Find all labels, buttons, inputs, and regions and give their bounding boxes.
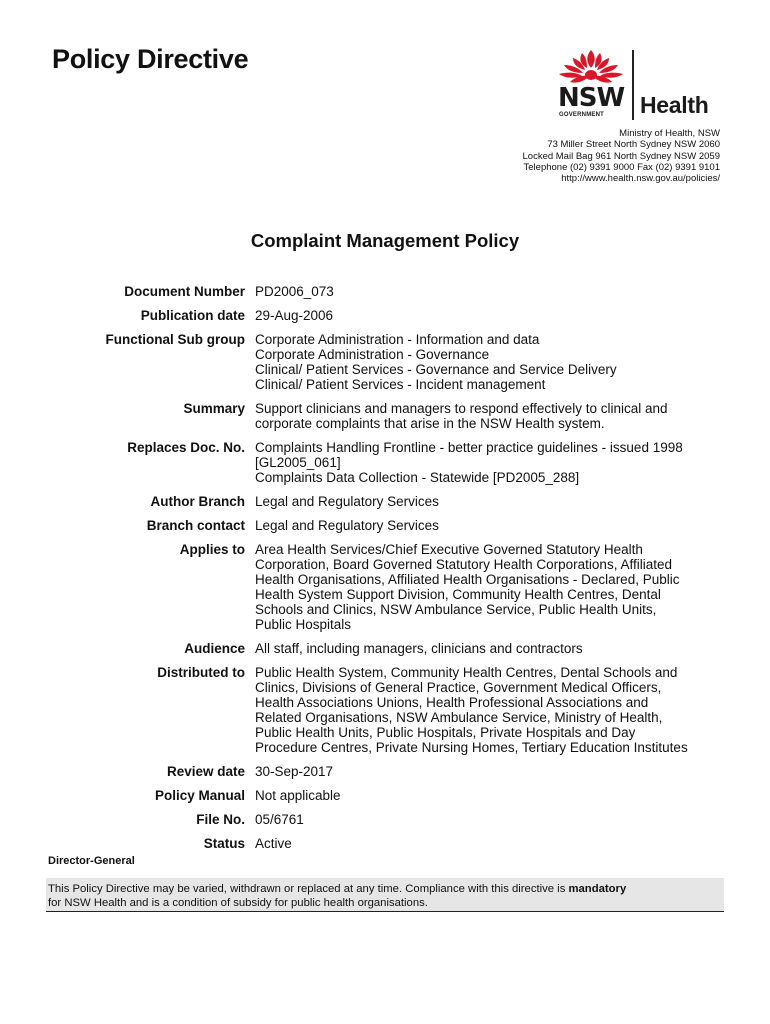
metadata-row: [0, 542, 770, 632]
metadata-label: File No.: [196, 812, 245, 827]
metadata-value: [255, 284, 735, 299]
metadata-value-line: Procedure Centres, Private Nursing Homes, Tertiary Education Institutes: [255, 740, 688, 755]
metadata-value-line: PD2006_073: [255, 284, 334, 299]
metadata-value: [255, 812, 735, 827]
metadata-row: [0, 494, 770, 509]
metadata-row: [0, 641, 770, 656]
ministry-address: [523, 128, 721, 184]
metadata-label: Functional Sub group: [105, 332, 245, 347]
metadata-value-line: Public Hospitals: [255, 617, 352, 632]
metadata-row: [0, 308, 770, 323]
metadata-label: Applies to: [179, 542, 245, 557]
metadata-label: Replaces Doc. No.: [127, 440, 245, 455]
logo-health-text: Health: [640, 92, 709, 118]
director-general-label: Director-General: [48, 855, 135, 867]
metadata-value-line: Not applicable: [255, 788, 341, 803]
compliance-notice: [46, 878, 724, 912]
metadata-value-line: Complaints Handling Frontline - better practice guidelines - issued 1998: [255, 440, 683, 455]
metadata-value-line: Legal and Regulatory Services: [255, 518, 439, 533]
document-metadata: [0, 284, 770, 860]
metadata-value: [255, 665, 735, 755]
address-line: Locked Mail Bag 961 North Sydney NSW 2059: [522, 150, 720, 162]
address-link[interactable]: http://www.health.nsw.gov.au/policies/: [561, 173, 720, 185]
metadata-value: [255, 401, 735, 431]
metadata-value: [255, 764, 735, 779]
metadata-value-line: 30-Sep-2017: [255, 764, 334, 779]
address-line: 73 Miller Street North Sydney NSW 2060: [547, 139, 720, 151]
metadata-value: [255, 542, 735, 632]
notice-text: This Policy Directive may be varied, withdrawn or replaced at any time. Compliance with this directive is: [48, 883, 569, 895]
metadata-value-line: Health Organisations, Affiliated Health Organisations - Declared, Public: [255, 572, 680, 587]
metadata-value: [255, 308, 735, 323]
logo-divider: [632, 50, 634, 120]
metadata-value-line: corporate complaints that arise in the NSW Health system.: [255, 416, 605, 431]
metadata-label: Review date: [166, 764, 245, 779]
address-line: Ministry of Health, NSW: [619, 128, 720, 139]
notice-text-continued: for NSW Health and is a condition of subsidy for public health organisations.: [48, 897, 428, 909]
logo-nsw-text: NSW: [558, 83, 625, 113]
metadata-row: [0, 440, 770, 485]
metadata-value-line: Support clinicians and managers to respond effectively to clinical and: [255, 401, 668, 416]
logo-government-text: GOVERNMENT: [559, 112, 605, 118]
metadata-value-line: Clinical/ Patient Services - Incident management: [255, 377, 546, 392]
metadata-label: Branch contact: [146, 518, 245, 533]
metadata-value: [255, 440, 735, 485]
metadata-value-line: Public Health System, Community Health Centres, Dental Schools and: [255, 665, 678, 680]
metadata-label: Author Branch: [150, 494, 245, 509]
policy-title: Complaint Management Policy: [250, 230, 520, 251]
metadata-value: [255, 518, 735, 533]
metadata-value-line: Public Health Units, Public Hospitals, Private Hospitals and Day: [255, 725, 636, 740]
metadata-row: [0, 836, 770, 851]
metadata-value-line: Health Associations Unions, Health Professional Associations and: [255, 695, 649, 710]
waratah-flower-icon: [556, 48, 626, 86]
nsw-health-logo: [556, 48, 726, 123]
metadata-row: [0, 518, 770, 533]
metadata-value-line: Complaints Data Collection - Statewide [PD2005_288]: [255, 470, 580, 485]
metadata-value-line: Corporate Administration - Governance: [255, 347, 490, 362]
metadata-value: [255, 332, 735, 392]
document-type-title: Policy Directive: [52, 44, 249, 74]
metadata-label: Distributed to: [157, 665, 245, 680]
metadata-label: Policy Manual: [154, 788, 245, 803]
metadata-value-line: Related Organisations, NSW Ambulance Service, Ministry of Health,: [255, 710, 663, 725]
metadata-row: [0, 401, 770, 431]
metadata-row: [0, 764, 770, 779]
metadata-label: Summary: [183, 401, 245, 416]
address-line: Telephone (02) 9391 9000 Fax (02) 9391 9101: [523, 161, 720, 173]
metadata-value-line: Area Health Services/Chief Executive Governed Statutory Health: [255, 542, 643, 557]
metadata-row: [0, 332, 770, 392]
metadata-value-line: Active: [255, 836, 292, 851]
metadata-value: [255, 788, 735, 803]
metadata-value: [255, 836, 735, 851]
metadata-value-line: [GL2005_061]: [255, 455, 341, 470]
metadata-value-line: Clinics, Divisions of General Practice, Government Medical Officers,: [255, 680, 662, 695]
metadata-value-line: Corporate Administration - Information and data: [255, 332, 540, 347]
metadata-value-line: Clinical/ Patient Services - Governance and Service Delivery: [255, 362, 617, 377]
metadata-row: [0, 788, 770, 803]
metadata-value: [255, 641, 735, 656]
metadata-value-line: 05/6761: [255, 812, 304, 827]
metadata-value-line: Legal and Regulatory Services: [255, 494, 439, 509]
metadata-value: [255, 494, 735, 509]
metadata-label: Audience: [184, 641, 245, 656]
metadata-value-line: Schools and Clinics, NSW Ambulance Service, Public Health Units,: [255, 602, 657, 617]
metadata-label: Publication date: [140, 308, 245, 323]
metadata-value-line: All staff, including managers, clinicians and contractors: [255, 641, 583, 656]
metadata-row: [0, 665, 770, 755]
metadata-row: [0, 284, 770, 299]
notice-mandatory: mandatory: [568, 883, 627, 895]
metadata-value-line: Health System Support Division, Community Health Centres, Dental: [255, 587, 661, 602]
metadata-label: Status: [203, 836, 245, 851]
metadata-value-line: 29-Aug-2006: [255, 308, 334, 323]
metadata-label: Document Number: [124, 284, 245, 299]
metadata-value-line: Corporation, Board Governed Statutory Health Corporations, Affiliated: [255, 557, 672, 572]
metadata-row: [0, 812, 770, 827]
